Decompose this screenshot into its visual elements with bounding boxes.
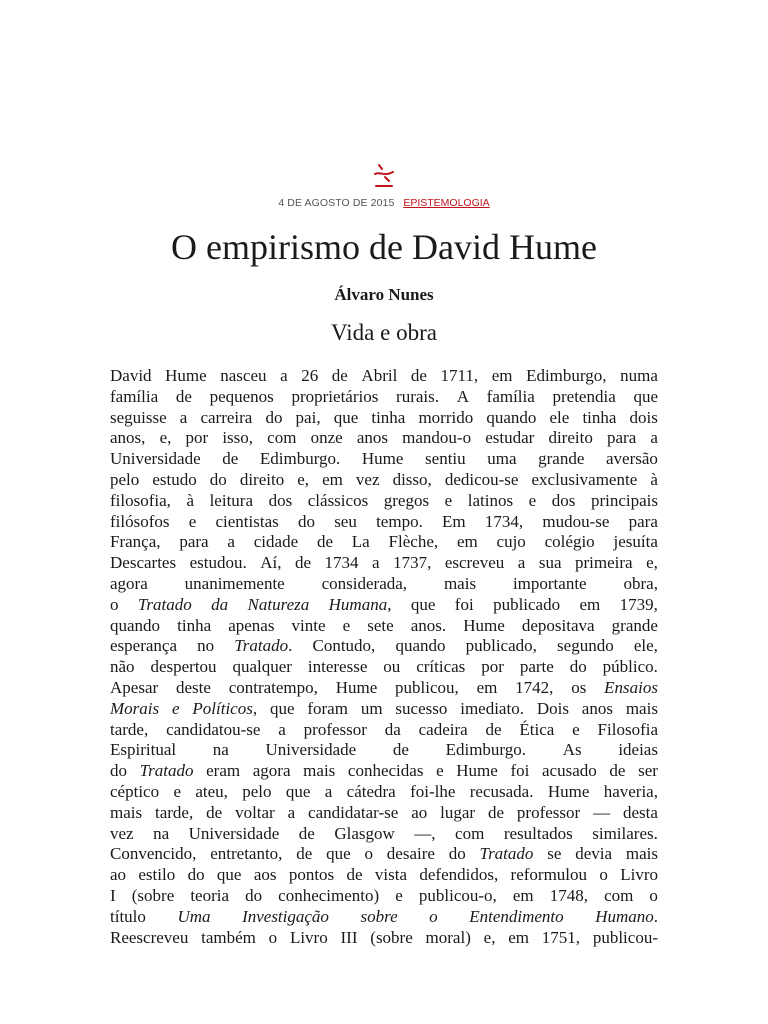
body-text-line: Espiritual na Universidade de Edimburgo. As ideias — [110, 740, 658, 760]
body-text-line: vez na Universidade de Glasgow —, com resultados similares. — [110, 823, 658, 843]
body-text-line: Morais e Políticos, que foram um sucesso imediato. Dois anos mais — [110, 698, 658, 718]
body-text-line: Convencido, entretanto, de que o desaire do Tratado se devia mais — [110, 844, 658, 864]
body-text-line: não despertou qualquer interesse ou críticas por parte do público. — [110, 657, 658, 677]
body-text-line: França, para a cidade de La Flèche, em cujo colégio jesuíta — [110, 532, 658, 552]
body-text-line: Descartes estudou. Aí, de 1734 a 1737, escreveu a sua primeira e, — [110, 553, 658, 573]
body-text-line: mais tarde, de voltar a candidatar-se ao lugar de professor — desta — [110, 802, 658, 822]
article-body — [110, 366, 658, 948]
body-text-line: anos, e, por isso, com onze anos mandou-o estudar direito para a — [110, 428, 658, 448]
post-date: 4 DE AGOSTO DE 2015 — [278, 197, 395, 209]
body-text-line: o Tratado da Natureza Humana, que foi publicado em 1739, — [110, 594, 658, 614]
body-text-line: família de pequenos proprietários rurais. A família pretendia que — [110, 386, 658, 406]
body-text-line: filósofos e cientistas do seu tempo. Em 1734, mudou-se para — [110, 511, 658, 531]
body-text-line: seguisse a carreira do pai, que tinha morrido quando ele tinha dois — [110, 407, 658, 427]
body-text-line: quando tinha apenas vinte e sete anos. Hume depositava grande — [110, 615, 658, 635]
body-text-line: Apesar deste contratempo, Hume publicou, em 1742, os Ensaios — [110, 677, 658, 697]
article-author: Álvaro Nunes — [334, 285, 434, 304]
body-text-line: tarde, candidatou-se a professor da cadeira de Ética e Filosofia — [110, 719, 658, 739]
body-text-line: do Tratado eram agora mais conhecidas e Hume foi acusado de ser — [110, 761, 658, 781]
body-text-line: título Uma Investigação sobre o Entendimento Humano. — [110, 906, 658, 926]
body-text-line: céptico e ateu, pelo que a cátedra foi-lhe recusada. Hume haveria, — [110, 781, 658, 801]
body-text-line: I (sobre teoria do conhecimento) e publicou-o, em 1748, com o — [110, 885, 658, 905]
post-meta — [0, 197, 768, 209]
body-text-line: Universidade de Edimburgo. Hume sentiu uma grande aversão — [110, 449, 658, 469]
body-text-line: David Hume nasceu a 26 de Abril de 1711, em Edimburgo, numa — [110, 366, 658, 385]
site-logo-icon[interactable] — [372, 162, 396, 188]
body-text-line: esperança no Tratado. Contudo, quando publicado, segundo ele, — [110, 636, 658, 656]
section-heading: Vida e obra — [331, 320, 437, 345]
body-text-line: filosofia, à leitura dos clássicos gregos e latinos e dos principais — [110, 490, 658, 510]
body-text-line: pelo estudo do direito e, em vez disso, dedicou-se exclusivamente à — [110, 469, 658, 489]
body-text-line: agora unanimemente considerada, mais importante obra, — [110, 573, 658, 593]
body-text-line: Reescreveu também o Livro III (sobre moral) e, em 1751, publicou- — [110, 927, 658, 947]
article-title: O empirismo de David Hume — [171, 227, 597, 267]
category-link[interactable]: EPISTEMOLOGIA — [403, 197, 490, 209]
body-text-line: ao estilo do que aos pontos de vista defendidos, reformulou o Livro — [110, 865, 658, 885]
